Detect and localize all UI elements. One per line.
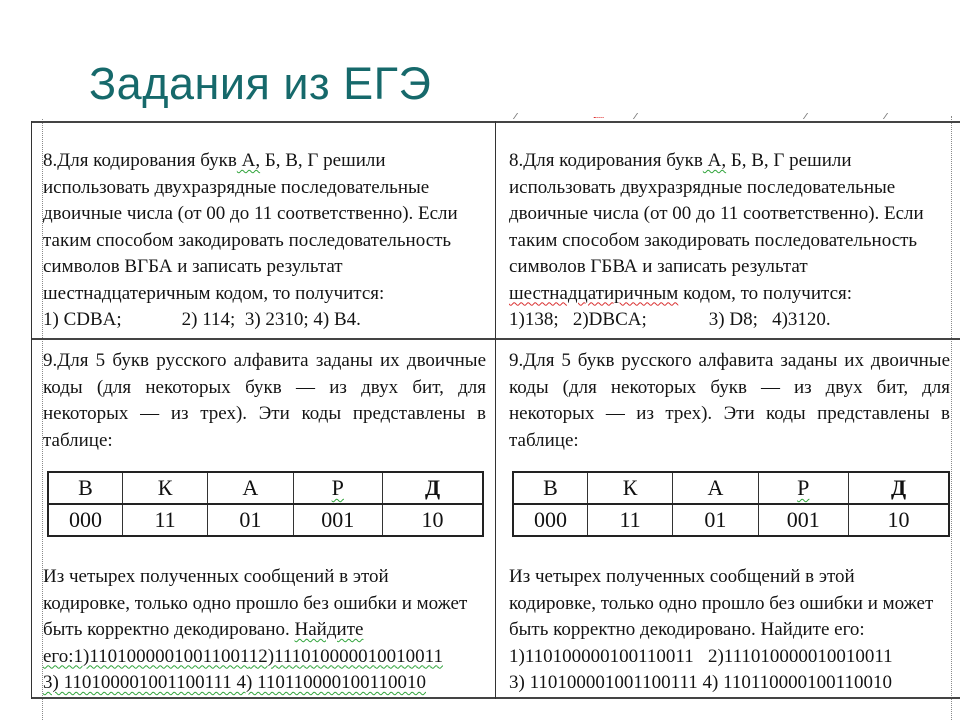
letters-rest: Б, В, Г решили	[726, 150, 852, 171]
right-task8-line-2: использовать двухразрядные последовательные	[509, 176, 896, 198]
right-task8-line-1: 8.Для кодирования букв А, Б, В, Г решили	[509, 150, 852, 171]
code-letter: В	[48, 472, 122, 504]
left-task8-line-4: таким способом закодировать последовательность	[43, 229, 452, 251]
code-letter: А	[208, 472, 293, 504]
code-table-header-row	[513, 472, 949, 504]
letters-rest: Б, В, Г решили	[260, 150, 386, 171]
answer-option-3: 3) D8;	[708, 309, 758, 330]
question-line-2: кодировке, только одно прошло без ошибки и может	[509, 592, 934, 614]
right-task8-answers	[509, 307, 949, 334]
right-task9-line-4: таблице:	[509, 429, 579, 451]
right-task9-line-1: 9.Для 5 букв русского алфавита заданы их двоичные	[509, 350, 950, 371]
table-middle-border	[495, 121, 496, 699]
code-value: 10	[383, 504, 483, 536]
question-line-2: кодировке, только одно прошло без ошибки и может	[43, 592, 468, 614]
left-task9-line-1: 9.Для 5 букв русского алфавита заданы их двоичные	[43, 350, 486, 371]
left-task8	[43, 148, 493, 334]
answer-line-2: 3) 110100001001100111 4) 110110000100110010	[509, 672, 892, 693]
left-task8-line-2: использовать двухразрядные последовательные	[43, 176, 430, 198]
code-table-values-row	[48, 504, 483, 536]
left-task9-line-2: коды (для некоторых букв — из двух бит, для	[43, 376, 486, 398]
answer-option-4: 4)3120.	[772, 309, 831, 330]
code-letter: К	[587, 472, 672, 504]
code-value: 10	[849, 504, 949, 536]
code-value: 000	[48, 504, 122, 536]
right-task8-line-6: шестнадцатиричным кодом, то получится:	[509, 282, 853, 304]
answer-option-1: 1)138;	[509, 309, 559, 330]
clipped-text-marks	[515, 113, 895, 121]
code-value: 001	[758, 504, 848, 536]
answer-option-3: 3) 2310;	[244, 309, 309, 330]
code-letter: А	[673, 472, 758, 504]
code-table-values-row	[513, 504, 949, 536]
right-task9-question	[509, 564, 954, 697]
question-line-3: быть корректно декодировано. Найдите его:	[509, 619, 865, 640]
question-line-3: быть корректно декодировано. Найдите	[43, 619, 364, 640]
left-task8-answers	[43, 307, 493, 334]
answer-line-1: 1)110100000100110011 2)111010000010010011	[509, 645, 893, 667]
code-value: 001	[293, 504, 383, 536]
code-value: 000	[513, 504, 587, 536]
code-value: 11	[122, 504, 207, 536]
right-task9-line-2: коды (для некоторых букв — из двух бит, для	[509, 376, 950, 398]
answer-line-1: его:1)1101000001001100112)111010000010010011	[43, 645, 443, 667]
question-line-1: Из четырех полученных сообщений в этой	[43, 566, 389, 587]
misspelled-word: шестнадцатиричным	[509, 282, 679, 304]
left-task8-line-5: символов ВГБА и записать результат	[43, 256, 343, 277]
right-task8-line-5: символов ГБВА и записать результат	[509, 256, 808, 277]
left-task9-line-4: таблице:	[43, 429, 113, 451]
code-value: 11	[587, 504, 672, 536]
right-task8	[509, 148, 949, 334]
code-letter: Р	[293, 472, 383, 504]
left-code-table	[47, 471, 484, 537]
code-letter: Д	[849, 472, 949, 504]
left-task8-line-1: 8.Для кодирования букв А, Б, В, Г решили	[43, 150, 386, 171]
left-task8-line-3: двоичные числа (от 00 до 11 соответственно). Если	[43, 203, 458, 224]
question-line-1: Из четырех полученных сообщений в этой	[509, 566, 855, 587]
code-letter: Д	[383, 472, 483, 504]
left-task9-intro	[43, 348, 486, 454]
right-code-table	[512, 471, 950, 537]
code-table-header-row	[48, 472, 483, 504]
right-task9-line-3: некоторых — из трех). Эти коды представлены в	[509, 403, 950, 424]
answer-option-1: 1) CDBA;	[43, 309, 122, 330]
code-letter: В	[513, 472, 587, 504]
code-letter: К	[122, 472, 207, 504]
left-task9-question	[43, 564, 493, 697]
answer-option-4: 4) B4.	[313, 309, 361, 330]
code-value: 01	[208, 504, 293, 536]
right-task8-line-3: двоичные числа (от 00 до 11 соответственно). Если	[509, 203, 924, 224]
answer-option-2: 2)DBCA;	[572, 309, 647, 330]
letters-underlined: А,	[236, 150, 261, 171]
right-task9-intro	[509, 348, 950, 454]
right-task8-line-4: таким способом закодировать последовательность	[509, 229, 918, 251]
slide-title: Задания из ЕГЭ	[89, 58, 432, 109]
answer-line-2: 3) 110100001001100111 4) 110110000100110010	[43, 672, 426, 693]
code-value: 01	[673, 504, 758, 536]
answer-option-2: 2) 114;	[181, 309, 236, 330]
left-task8-line-6: шестнадцатеричным кодом, то получится:	[43, 282, 385, 304]
table-left-border	[31, 121, 32, 699]
left-task9-line-3: некоторых — из трех). Эти коды представлены в	[43, 403, 486, 424]
code-letter: Р	[758, 472, 848, 504]
letters-underlined: А,	[702, 150, 727, 171]
